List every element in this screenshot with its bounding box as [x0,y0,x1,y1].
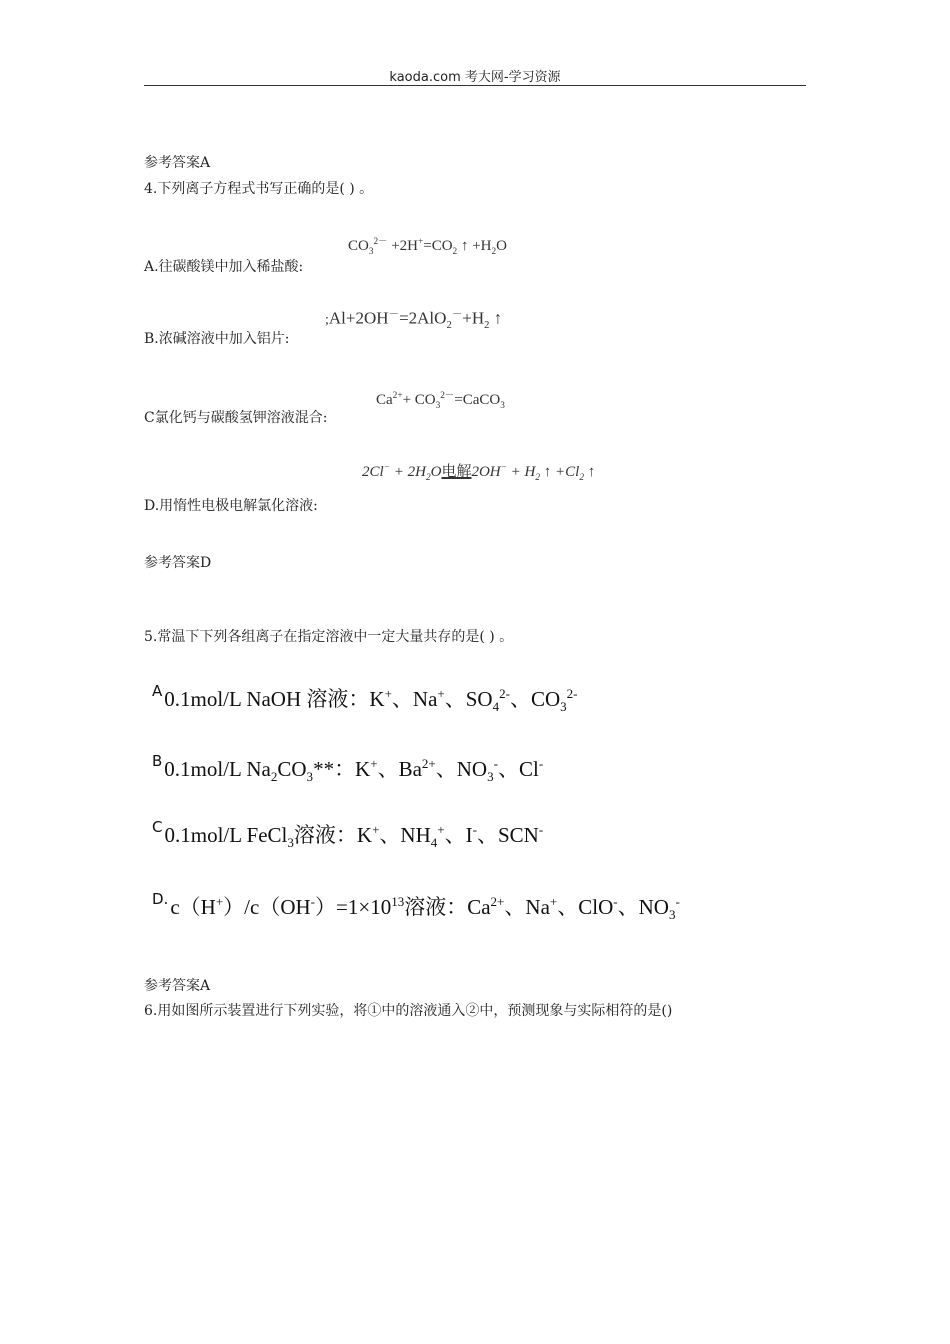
q5-answer: 参考答案A [144,978,211,994]
q6-question: 6.用如图所示装置进行下列实验，将①中的溶液通入②中，预测现象与实际相符的是() [144,1003,673,1019]
q3-answer: 参考答案A [144,155,211,171]
q4-option-a-equation: $CO_3^{2-} +2H^+=CO_2$ ↑ $+H_2O$ [348,237,507,257]
q4-option-d-equation: $2Cl^- + 2H_2O$电解$2OH^- + H_2$ ↑ $+Cl_2$ ↑ [362,463,596,483]
q4-option-a-label: A.往碳酸镁中加入稀盐酸: [144,259,304,275]
q5-option-b: $^B$0.1mol/L $Na_2CO_3**$：K+、$Ba^{2+}$、$NO_3^-$、Cl- [152,752,544,785]
q4-option-b-label: B.浓碱溶液中加入铝片: [144,331,290,347]
q5-question: 5.常温下下列各组离子在指定溶液中一定大量共存的是( ) 。 [144,629,514,645]
q4-answer: 参考答案D [144,555,212,571]
q4-option-b-equation: $;Al+2OH^-=2AlO_2^-+H_2$ ↑ [325,308,503,332]
q5-option-a: $^A$0.1mol/L NaOH 溶液：K+、Na+、$SO_4^{2-}$、$CO_3^{2-}$ [152,682,578,715]
q5-option-c: $^C$0.1mol/L FeCl$_3$溶液：K+、$NH_4^+$、I-、SCN- [152,818,544,851]
q4-option-c-equation: $Ca^{2+}+$ $CO_3^{2-}=CaCO_3$ [376,391,505,411]
page-header: kaoda.com 考大网-学习资源 [389,70,561,85]
q5-option-d: $^{D.}c(H^+)/c(OH^-)=1\times 10^{13}$溶液：$Ca^{2+}$、Na+、ClO-、$NO_3^-$ [152,890,680,923]
q4-option-c-label: C氯化钙与碳酸氢钾溶液混合: [144,410,328,426]
q4-option-d-label: D.用惰性电极电解氯化溶液: [144,498,318,514]
q4-question: 4.下列离子方程式书写正确的是( ) 。 [144,181,374,197]
header-divider [144,85,806,86]
